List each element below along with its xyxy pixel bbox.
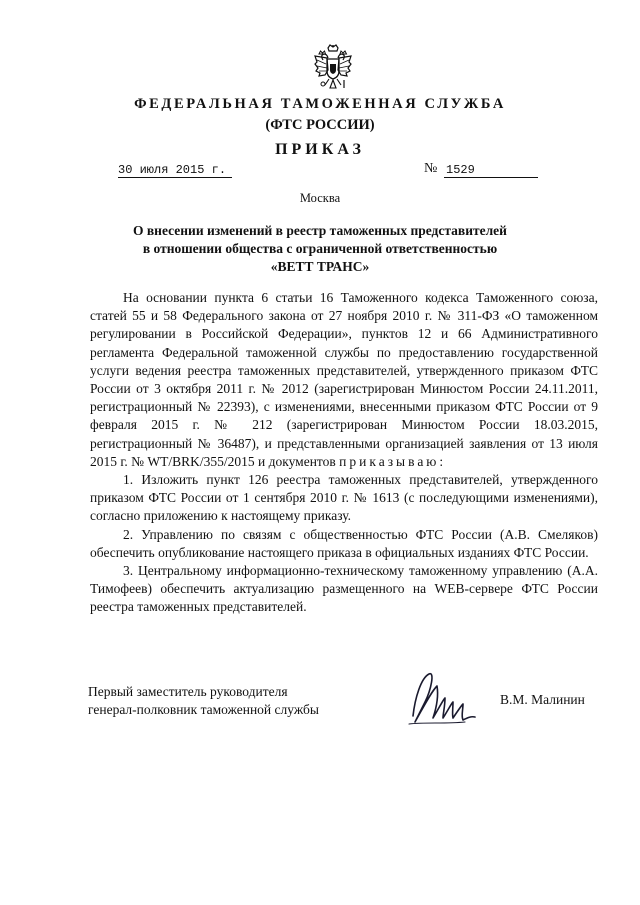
subject-line: О внесении изменений в реестр таможенных представителей — [133, 223, 507, 238]
order-item: 1. Изложить пункт 126 реестра таможенных представителей, утвержденного приказом ФТС России от 1 сентября 2010 г. № 1613 (с последующими изменениями), согласно приложению к настоящему приказу. — [90, 472, 598, 524]
signer-position-line: Первый заместитель руководителя — [88, 684, 288, 699]
order-subject — [90, 222, 550, 276]
order-number-mark: № — [424, 161, 438, 176]
order-item: 3. Центральному информационно-техническому таможенному управлению (А.А. Тимофеев) обеспечить актуализацию размещенного на WEB-сервере ФТС России реестра таможенных представителей. — [90, 563, 598, 615]
signer-position — [88, 683, 319, 719]
signer-position-line: генерал-полковник таможенной службы — [88, 702, 319, 718]
subject-line: в отношении общества с ограниченной ответственностью — [142, 241, 498, 256]
handwritten-signature — [405, 668, 489, 732]
order-number: 1529 — [444, 163, 538, 178]
document-type: ПРИКАЗ — [275, 141, 365, 158]
subject-line: «ВЕТТ ТРАНС» — [270, 259, 370, 274]
preamble-paragraph — [90, 289, 598, 471]
signer-name: В.М. Малинин — [500, 692, 585, 707]
city: Москва — [299, 191, 341, 205]
order-body — [90, 289, 598, 617]
preamble-text: На основании пункта 6 статьи 16 Таможенного кодекса Таможенного союза, статей 55 и 58 Федерального закона от 27 ноября 2010 г. № 311-ФЗ «О таможенном регулировании в Российской Федерации», пунктов 12 и 66 Административного регламента Федеральной таможенной службы по предоставлению государственной услуги ведения реестра таможенных представителей, утвержденного приказом ФТС России от 3 октября 2011 г. № 2012 (зарегистрирован Минюстом России 24.11.2011, регистрационный № 22393), с изменениями, внесенными приказом ФТС России от 9 февраля 2015 г. № 212 (зарегистрирован Минюстом России 18.03.2015, регистрационный № 36487), и представленными организацией заявления от 13 июля 2015 г. № WT/BRK/355/2015 и документов — [90, 290, 598, 469]
russian-coat-of-arms-icon — [313, 44, 353, 92]
agency-name: ФЕДЕРАЛЬНАЯ ТАМОЖЕННАЯ СЛУЖБА — [134, 96, 506, 112]
order-item: 2. Управлению по связям с общественностью ФТС России (А.В. Смеляков) обеспечить опубликование настоящего приказа в официальных изданиях ФТС России. — [90, 526, 598, 560]
order-date: 30 июля 2015 г. — [118, 163, 232, 178]
order-command: приказываю: — [339, 453, 447, 469]
agency-short-name: (ФТС РОССИИ) — [265, 117, 375, 133]
